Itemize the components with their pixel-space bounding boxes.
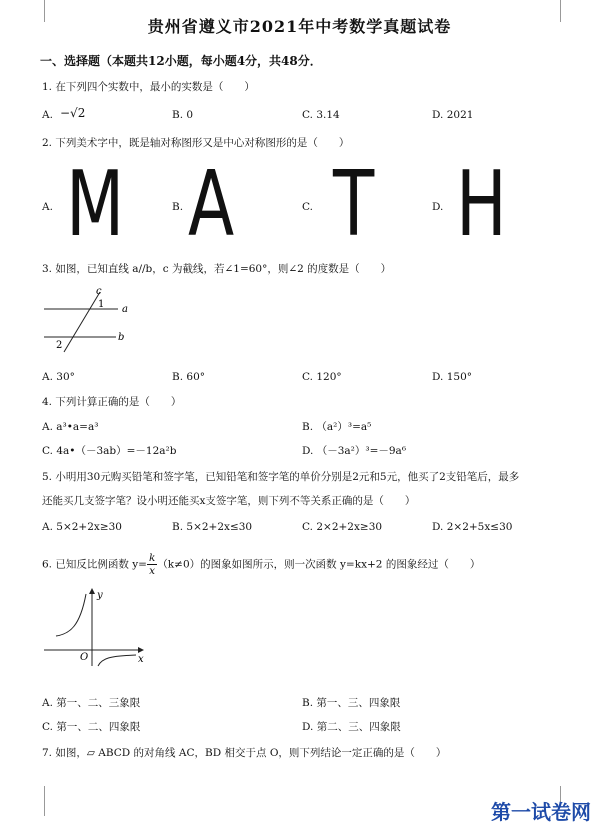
section-heading: 一、选择题（本题共12小题，每小题4分，共48分． (40, 54, 322, 68)
hyperbola-branch-left (56, 594, 86, 636)
q5-option-c: C. 2×2+2x≥30 (302, 521, 383, 533)
q4-option-d: D. （－3a²）³=－9a⁶ (302, 445, 407, 457)
q6-option-a: A. 第一、二、三象限 (42, 697, 141, 709)
q5-option-b: B. 5×2+2x≤30 (172, 521, 253, 533)
label-origin: O (80, 652, 89, 663)
label-b: b (118, 332, 125, 343)
q1-option-a-label: A. (42, 109, 53, 121)
question-6 (42, 552, 480, 577)
question-3: 3. 如图，已知直线 a//b，c 为截线，若∠1=60°，则∠2 的度数是（ ） (42, 263, 392, 275)
y-axis-arrow (89, 588, 95, 594)
corner-mark-bottom-left (22, 786, 45, 816)
label-c: c (96, 286, 102, 297)
q3-option-d: D. 150° (432, 371, 473, 383)
q6-option-d: D. 第二、三、四象限 (302, 721, 401, 733)
q1-option-a-value: −√2 (60, 106, 86, 120)
x-axis-arrow (138, 647, 144, 653)
q3-option-a: A. 30° (42, 371, 75, 383)
q6-text-pre: 6. 已知反比例函数 y= (42, 558, 147, 571)
label-x: x (138, 654, 144, 665)
transversal-c (64, 292, 100, 352)
letter-h-image: H (456, 152, 507, 257)
question-5-line-2: 还能买几支签字笔？设小明还能买x支签字笔，则下列不等关系正确的是（ ） (42, 495, 416, 507)
letter-m-image: M (66, 152, 125, 257)
label-angle-2: 2 (56, 340, 63, 351)
q1-option-b: B. 0 (172, 109, 194, 121)
label-y: y (97, 590, 103, 601)
q3-option-c: C. 120° (302, 371, 342, 383)
q6-fraction-denominator: x (149, 565, 156, 577)
q4-option-c: C. 4a•（－3ab）=－12a²b (42, 445, 177, 457)
q3-option-b: B. 60° (172, 371, 206, 383)
question-5-line-1: 5. 小明用30元购买铅笔和签字笔，已知铅笔和签字笔的单价分别是2元和5元，他买了2支铅笔后，最多 (42, 471, 520, 483)
q6-fraction (147, 552, 157, 577)
q2-option-b: B. (172, 201, 184, 213)
page-title: 贵州省遵义市2021年中考数学真题试卷 (147, 17, 452, 36)
q2-option-a: A. (42, 201, 53, 213)
inverse-function-graph (40, 586, 150, 668)
site-watermark-logo: 第一试卷网 (491, 800, 591, 824)
q1-option-c: C. 3.14 (302, 109, 340, 121)
q2-option-d: D. (432, 201, 444, 213)
question-7: 7. 如图，▱ ABCD 的对角线 AC，BD 相交于点 O，则下列结论一定正确的是（ ） (42, 747, 447, 759)
q5-option-a: A. 5×2+2x≥30 (42, 521, 122, 533)
parallel-lines-figure (38, 282, 148, 354)
label-a: a (122, 304, 128, 315)
question-2: 2. 下列美术字中，既是轴对称图形又是中心对称图形的是（ ） (42, 137, 350, 149)
label-angle-1: 1 (98, 299, 105, 310)
q6-option-c: C. 第一、二、四象限 (42, 721, 141, 733)
hyperbola-branch-right (98, 655, 136, 666)
q6-text-post: （k≠0）的图象如图所示，则一次函数 y=kx+2 的图象经过（ ） (157, 558, 481, 571)
letter-t-image: T (333, 152, 375, 257)
q5-option-d: D. 2×2+5x≤30 (432, 521, 513, 533)
letter-a-image: A (188, 152, 235, 257)
question-4: 4. 下列计算正确的是（ ） (42, 396, 182, 408)
q4-option-a: A. a³•a=a³ (42, 421, 99, 433)
question-1: 1. 在下列四个实数中，最小的实数是（ ） (42, 81, 255, 93)
q4-option-b: B. （a²）³=a⁵ (302, 421, 372, 433)
q2-option-c: C. (302, 201, 313, 213)
q6-option-b: B. 第一、三、四象限 (302, 697, 401, 709)
q6-fraction-numerator: k (148, 552, 156, 564)
q1-option-d: D. 2021 (432, 109, 474, 121)
